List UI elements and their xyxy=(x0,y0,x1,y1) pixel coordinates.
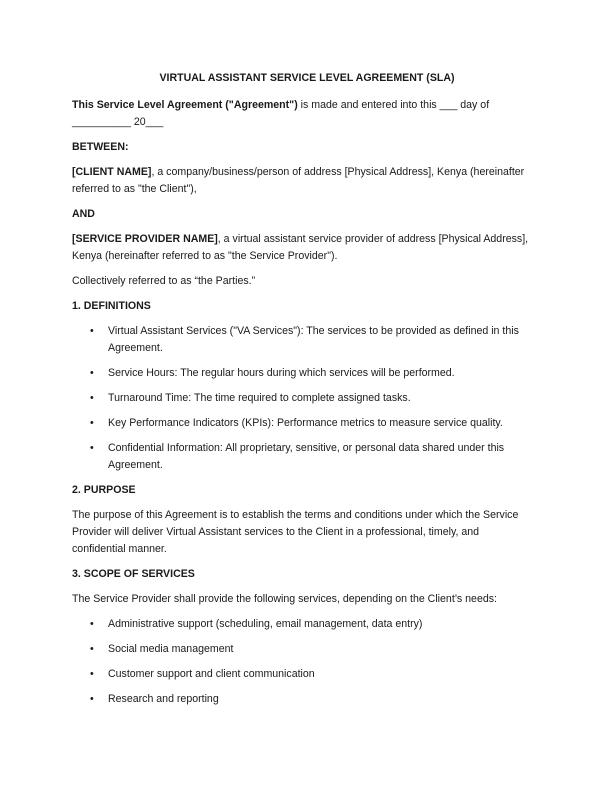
purpose-line: Provider will deliver Virtual Assistant services to the Client in a professional, timely, and xyxy=(72,526,480,538)
provider-name: [SERVICE PROVIDER NAME] xyxy=(72,233,218,245)
list-item-text: Administrative support (scheduling, email management, data entry) xyxy=(108,618,423,630)
bullet-icon: • xyxy=(90,643,94,655)
list-item xyxy=(72,616,542,633)
client-paragraph xyxy=(72,164,542,198)
list-item-text: Research and reporting xyxy=(108,693,219,705)
intro-text: is made and entered into this ___ day of xyxy=(297,99,490,111)
provider-text-line1: , a virtual assistant service provider of address [Physical Address], xyxy=(217,233,529,245)
section-heading-scope: 3. SCOPE OF SERVICES xyxy=(72,568,195,580)
client-name: [CLIENT NAME] xyxy=(72,166,152,178)
intro-bold: This Service Level Agreement ("Agreement") xyxy=(72,99,298,111)
purpose-line: confidential manner. xyxy=(72,543,167,555)
section-heading-purpose: 2. PURPOSE xyxy=(72,484,136,496)
provider-text-line2: Kenya (hereinafter referred to as "the Service Provider"). xyxy=(72,250,338,262)
list-item xyxy=(72,440,542,474)
scope-intro: The Service Provider shall provide the following services, depending on the Client’s needs: xyxy=(72,593,497,605)
bullet-icon: • xyxy=(90,668,94,680)
bullet-icon: • xyxy=(90,693,94,705)
bullet-icon: • xyxy=(90,417,94,429)
list-item-text: Turnaround Time: The time required to complete assigned tasks. xyxy=(108,392,411,404)
intro-paragraph xyxy=(72,97,542,131)
purpose-line: The purpose of this Agreement is to establish the terms and conditions under which the Service xyxy=(72,509,519,521)
list-item xyxy=(72,323,542,357)
bullet-icon: • xyxy=(90,392,94,404)
list-item-text: Confidential Information: All proprietary, sensitive, or personal data shared under this xyxy=(108,442,505,454)
provider-paragraph xyxy=(72,231,542,265)
bullet-icon: • xyxy=(90,325,94,337)
bullet-icon: • xyxy=(90,618,94,630)
document-page xyxy=(72,70,542,716)
list-item xyxy=(72,666,542,683)
list-item xyxy=(72,641,542,658)
client-text-line1: , a company/business/person of address [Physical Address], Kenya (hereinafter xyxy=(151,166,525,178)
list-item-text: Customer support and client communication xyxy=(108,668,315,680)
list-item xyxy=(72,390,542,407)
list-item-text: Virtual Assistant Services ("VA Services"): The services to be provided as defined in this xyxy=(108,325,519,337)
definitions-list xyxy=(72,323,542,474)
list-item xyxy=(72,365,542,382)
intro-date-line: __________ 20___ xyxy=(72,116,164,128)
between-label: BETWEEN: xyxy=(72,141,129,153)
list-item xyxy=(72,415,542,432)
section-heading-definitions: 1. DEFINITIONS xyxy=(72,300,151,312)
and-label: AND xyxy=(72,208,95,220)
list-item-text: Key Performance Indicators (KPIs): Performance metrics to measure service quality. xyxy=(108,417,503,429)
list-item xyxy=(72,691,542,708)
list-item-text: Agreement. xyxy=(108,459,163,471)
client-text-line2: referred to as "the Client"), xyxy=(72,183,197,195)
list-item-text: Service Hours: The regular hours during which services will be performed. xyxy=(108,367,455,379)
bullet-icon: • xyxy=(90,367,94,379)
scope-list xyxy=(72,616,542,708)
document-title: VIRTUAL ASSISTANT SERVICE LEVEL AGREEMENT (SLA) xyxy=(159,72,455,84)
list-item-text: Agreement. xyxy=(108,342,163,354)
bullet-icon: • xyxy=(90,442,94,454)
purpose-paragraph xyxy=(72,507,542,558)
collectively-paragraph: Collectively referred to as “the Parties.” xyxy=(72,275,256,287)
list-item-text: Social media management xyxy=(108,643,234,655)
